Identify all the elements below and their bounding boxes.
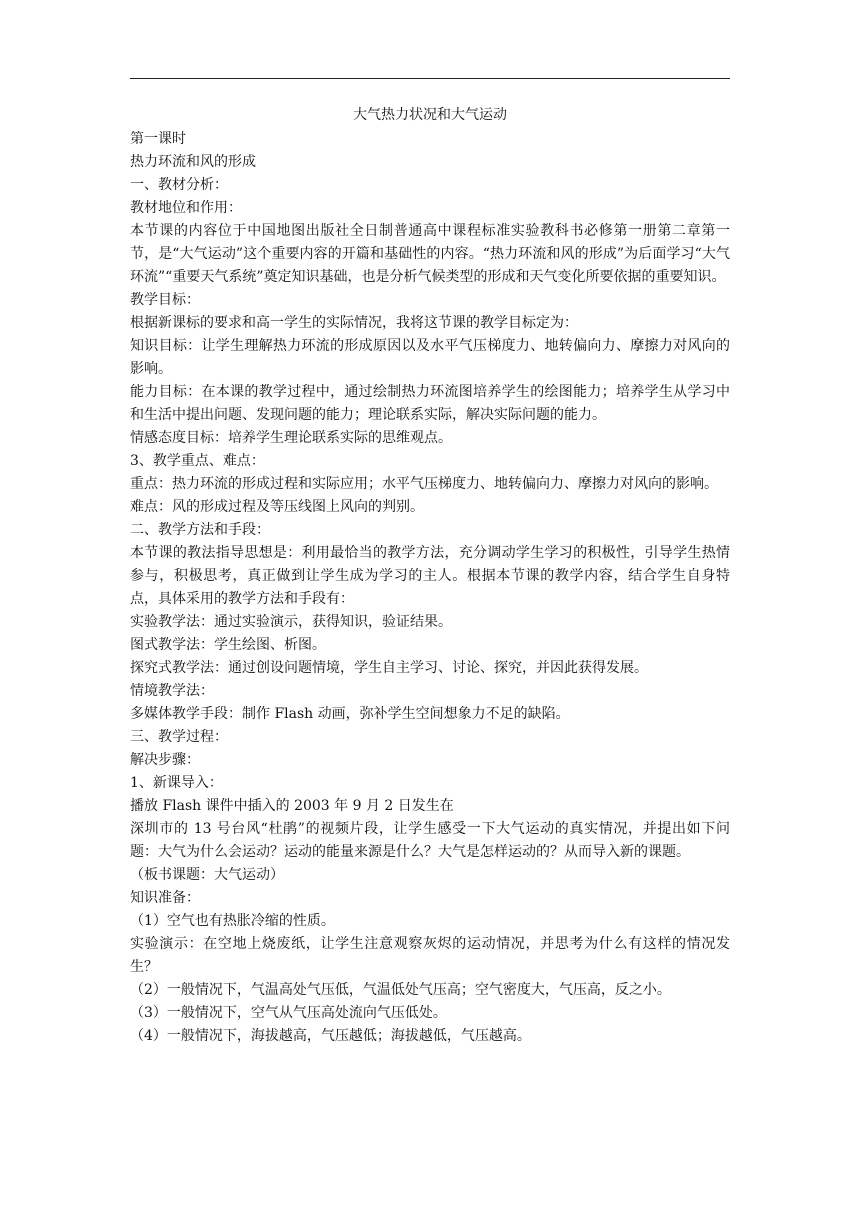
paragraph-point-2: （2）一般情况下，气温高处气压低，气温低处气压高；空气密度大，气压高，反之小。 (130, 982, 671, 998)
paragraph-ability-goal: 能力目标：在本课的教学过程中，通过绘制热力环流图培养学生的绘图能力；培养学生从学习中和生活中提出问题、发现问题的能力；理论联系实际，解决实际问题的能力。 (130, 384, 730, 423)
paragraph-method-diagram: 图式教学法：学生绘图、析图。 (130, 637, 326, 653)
subheading-goals: 教学目标： (130, 292, 200, 308)
paragraph-point-3: （3）一般情况下，空气从气压高处流向气压低处。 (130, 1005, 447, 1021)
document-title: 大气热力状况和大气运动 (353, 107, 507, 123)
paragraph-method-inquiry: 探究式教学法：通过创设问题情境，学生自主学习、讨论、探究，并因此获得发展。 (130, 660, 648, 676)
section-heading-3: 三、教学过程： (130, 729, 228, 745)
subheading-key-points: 3、教学重点、难点： (130, 453, 265, 469)
paragraph-video-2: 深圳市的 13 号台风“杜鹃”的视频片段，让学生感受一下大气运动的真实情况，并提出如下问题：大气为什么会运动？运动的能量来源是什么？大气是怎样运动的？从而导入新的课题。 (130, 821, 730, 860)
header-rule (130, 78, 730, 79)
board-title-note: （板书课题：大气运动） (130, 867, 284, 883)
paragraph-experiment-demo: 实验演示：在空地上烧废纸，让学生注意观察灰烬的运动情况，并思考为什么有这样的情况发生？ (130, 936, 730, 975)
paragraph-point-4: （4）一般情况下，海拔越高，气压越低；海拔越低，气压越高。 (130, 1028, 531, 1044)
paragraph-method-multimedia: 多媒体教学手段：制作 Flash 动画，弥补学生空间想象力不足的缺陷。 (130, 706, 570, 722)
paragraph-key-points: 重点：热力环流的形成过程和实际应用；水平气压梯度力、地转偏向力、摩擦力对风向的影响。 (130, 476, 718, 492)
lesson-label: 第一课时 (130, 131, 186, 147)
section-heading-1: 一、教材分析： (130, 177, 228, 193)
paragraph-knowledge-goal: 知识目标：让学生理解热力环流的形成原因以及水平气压梯度力、地转偏向力、摩擦力对风向的影响。 (130, 338, 730, 377)
subheading-intro: 1、新课导入： (130, 775, 223, 791)
lesson-topic: 热力环流和风的形成 (130, 154, 256, 170)
paragraph-point-1: （1）空气也有热胀冷缩的性质。 (130, 913, 335, 929)
section-heading-2: 二、教学方法和手段： (130, 522, 270, 538)
paragraph-method-intro: 本节课的教法指导思想是：利用最恰当的教学方法，充分调动学生学习的积极性，引导学生热情参与，积极思考，真正做到让学生成为学习的主人。根据本节课的教学内容，结合学生自身特点，具体采用的教学方法和手段有： (130, 545, 730, 607)
subheading-steps: 解决步骤： (130, 752, 200, 768)
document-body (130, 104, 730, 1048)
paragraph-difficulties: 难点：风的形成过程及等压线图上风向的判别。 (130, 499, 424, 515)
paragraph-goals-intro: 根据新课标的要求和高一学生的实际情况，我将这节课的教学目标定为： (130, 315, 578, 331)
paragraph-attitude-goal: 情感态度目标：培养学生理论联系实际的思维观点。 (130, 430, 452, 446)
paragraph-role: 本节课的内容位于中国地图出版社全日制普通高中课程标准实验教科书必修第一册第二章第一节，是“大气运动”这个重要内容的开篇和基础性的内容。“热力环流和风的形成”为后面学习“大气环流”“重要天气系统”奠定知识基础，也是分析气候类型的形成和天气变化所要依据的重要知识。 (130, 223, 730, 285)
subheading-role: 教材地位和作用： (130, 200, 242, 216)
paragraph-method-experiment: 实验教学法：通过实验演示，获得知识，验证结果。 (130, 614, 452, 630)
paragraph-video-1: 播放 Flash 课件中插入的 2003 年 9 月 2 日发生在 (130, 798, 454, 814)
paragraph-method-situation: 情境教学法： (130, 683, 214, 699)
subheading-knowledge-prep: 知识准备： (130, 890, 200, 906)
